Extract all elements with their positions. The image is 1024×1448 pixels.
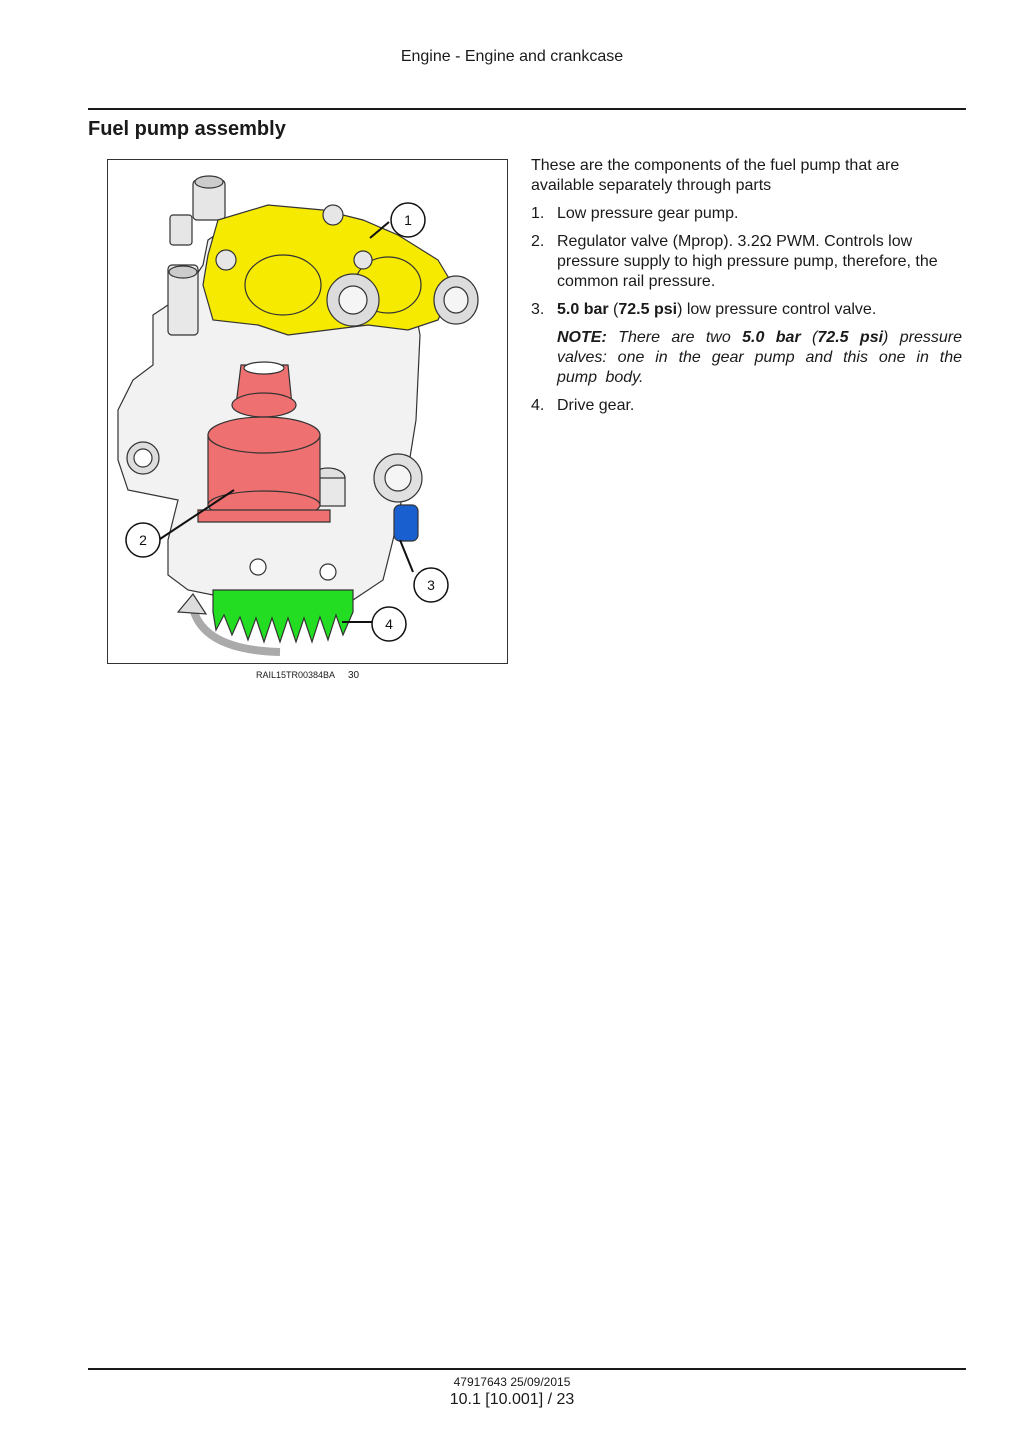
note-paren-open: ( [800,329,818,346]
note-text: There are two [606,329,743,346]
fuel-pump-illustration [107,159,508,664]
callout-3: 3 [427,577,435,593]
component-list [531,204,962,320]
callout-1: 1 [404,212,412,228]
item-number: 4. [531,397,545,414]
document-id: 47917643 25/09/2015 [453,1375,571,1389]
pressure-bar-value: 5.0 bar [557,301,609,318]
item-text: ) low pressure control valve. [677,301,877,318]
page-number: 10.1 [10.001] / 23 [449,1391,575,1408]
note-label: NOTE: [557,329,607,346]
intro-paragraph: These are the components of the fuel pump that are available separately through parts [531,157,900,194]
footer-rule [88,1368,966,1370]
callout-4: 4 [385,616,393,632]
drive-gear-part [213,590,353,642]
item-number: 1. [531,205,545,222]
running-header: Engine - Engine and crankcase [400,48,624,65]
item-text: Low pressure gear pump. [557,205,739,222]
callout-2: 2 [139,532,147,548]
list-item [531,204,962,224]
control-valve-part [394,505,418,541]
list-item [531,232,962,292]
item-number: 2. [531,233,545,250]
component-list-continued [531,396,962,416]
item-number: 3. [531,301,545,318]
note-bar-value: 5.0 bar [742,329,801,346]
item-text: Regulator valve (Mprop). 3.2Ω PWM. Controls low pressure supply to high pressure pump, therefore, the common rail pressure. [557,233,938,290]
note-paren-close: ) [883,329,889,346]
list-item [531,396,962,416]
list-item [531,300,962,320]
note-psi-value: 72.5 psi [817,329,884,346]
note-paragraph [557,328,962,388]
paren-open: ( [608,301,619,318]
figure-number: 30 [348,670,360,681]
section-title: Fuel pump assembly [88,118,286,140]
note-text: pressure valves: one in the gear pump and this one in the pump body. [557,329,962,386]
item-text: Drive gear. [557,397,635,414]
pressure-psi-value: 72.5 psi [618,301,678,318]
component-description [531,156,962,424]
header-rule [88,108,966,110]
figure-reference: RAIL15TR00384BA [256,670,336,680]
